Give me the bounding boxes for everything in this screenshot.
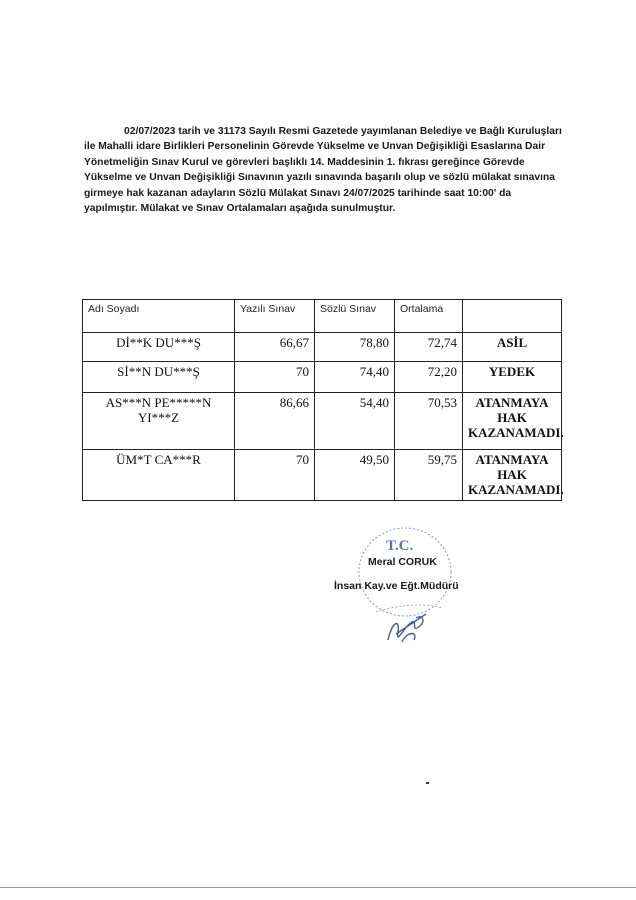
- candidate-name: AS***N PE*****N YI***Z: [83, 393, 235, 450]
- signatory-name: Meral CORUK: [368, 556, 437, 568]
- average-score: 72,74: [395, 333, 463, 362]
- svg-text:T.C.: T.C.: [386, 538, 414, 554]
- average-score: 59,75: [395, 450, 463, 501]
- header-name: Adı Soyadı: [83, 300, 235, 333]
- header-result: [463, 300, 562, 333]
- intro-line: girmeye hak kazanan adayların Sözlü Mülakat Sınavı 24/07/2025 tarihinde saat 10:00' da: [84, 187, 512, 199]
- intro-line: 02/07/2023 tarih ve 31173 Sayılı Resmi Gazetede yayımlanan Belediye ve Bağlı Kuruluşları: [124, 126, 562, 137]
- signatory-title: İnsan Kay.ve Eğt.Müdürü: [334, 580, 459, 592]
- intro-line: Yönetmeliğin Sınav Kurul ve görevleri başlıklı 14. Maddesinin 1. fıkrası gereğince Görevde: [84, 156, 525, 168]
- candidate-name: ÜM*T CA***R: [83, 450, 235, 501]
- official-seal-stamp: [330, 522, 500, 662]
- stray-mark: [426, 782, 429, 784]
- candidate-name: Dİ**K DU***Ş: [83, 333, 235, 362]
- scan-edge-line: [0, 887, 636, 888]
- intro-line: ile Mahalli idare Birlikleri Personelinin Görevde Yükselme ve Unvan Değişikliği Esaslarına Dair: [84, 141, 546, 153]
- table-row: [83, 450, 562, 501]
- header-oral: Sözlü Sınav: [315, 300, 395, 333]
- intro-line: Yükselme ve Unvan Değişikliği Sınavının yazılı sınavında başarılı olup ve sözlü mülakat sınavına: [84, 172, 555, 184]
- header-average: Ortalama: [395, 300, 463, 333]
- table-row: [83, 393, 562, 450]
- table-row: [83, 333, 562, 362]
- result-status: YEDEK: [463, 362, 562, 393]
- oral-score: 54,40: [315, 393, 395, 450]
- written-score: 70: [235, 450, 315, 501]
- result-status: ATANMAYA HAK KAZANAMADI.: [463, 393, 562, 450]
- intro-line: yapılmıştır. Mülakat ve Sınav Ortalamaları aşağıda sunulmuştur.: [84, 203, 396, 215]
- results-table: [82, 299, 562, 501]
- candidate-name: Sİ**N DU***Ş: [83, 362, 235, 393]
- header-written: Yazılı Sınav: [235, 300, 315, 333]
- result-status: ATANMAYA HAK KAZANAMADI.: [463, 450, 562, 501]
- written-score: 66,67: [235, 333, 315, 362]
- result-status: ASİL: [463, 333, 562, 362]
- oral-score: 78,80: [315, 333, 395, 362]
- average-score: 72,20: [395, 362, 463, 393]
- table-header-row: [83, 300, 562, 333]
- oral-score: 49,50: [315, 450, 395, 501]
- written-score: 70: [235, 362, 315, 393]
- average-score: 70,53: [395, 393, 463, 450]
- intro-paragraph: [84, 124, 562, 216]
- table-row: [83, 362, 562, 393]
- signature-block: [330, 522, 500, 662]
- written-score: 86,66: [235, 393, 315, 450]
- oral-score: 74,40: [315, 362, 395, 393]
